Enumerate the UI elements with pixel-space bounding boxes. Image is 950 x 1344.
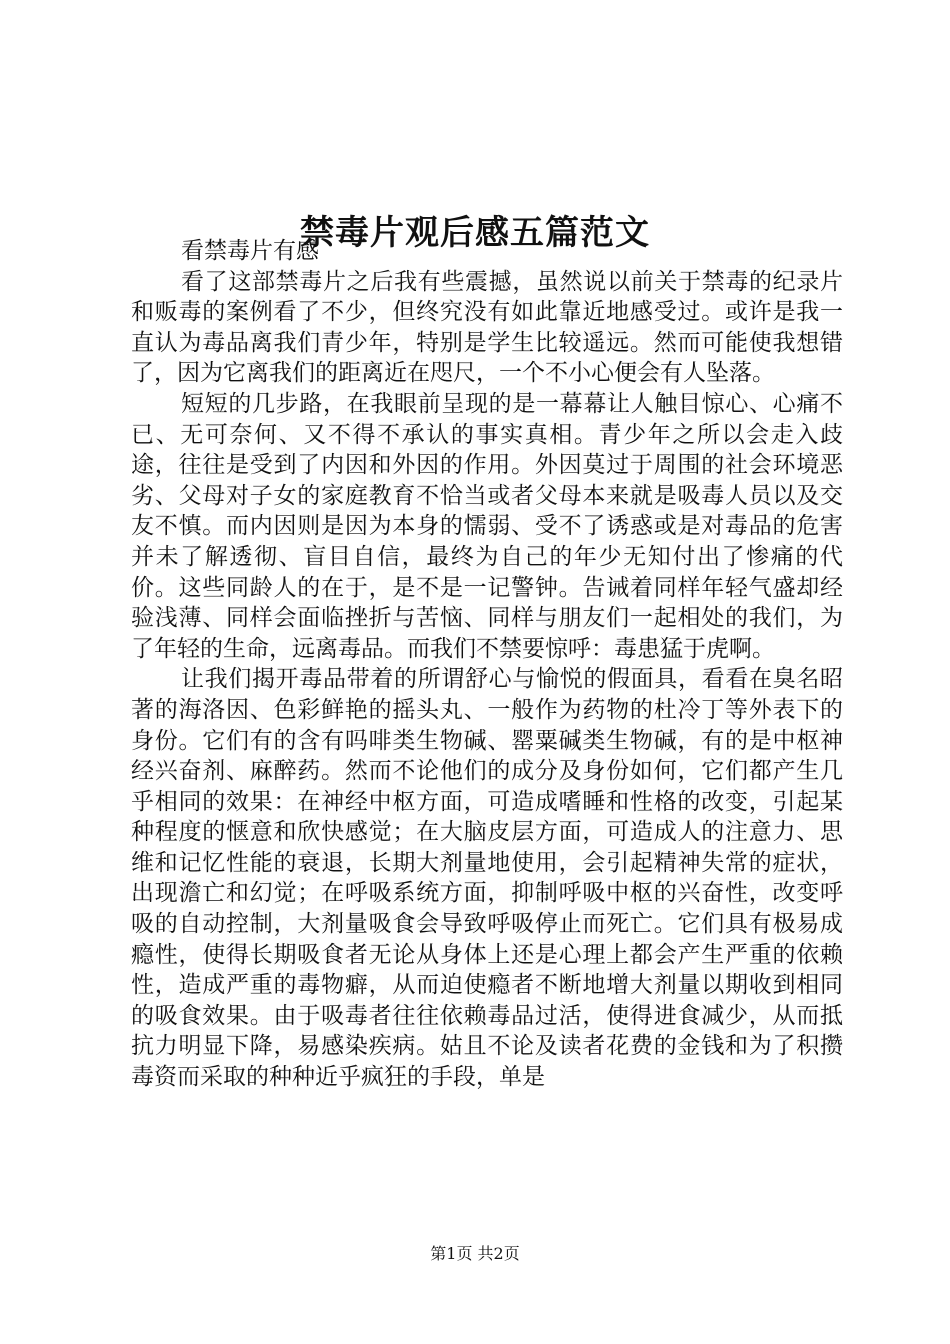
page-footer: 第1页 共2页 xyxy=(430,1244,520,1263)
section-subheading: 看禁毒片有感 xyxy=(181,238,319,264)
paragraph-3: 让我们揭开毒品带着的所谓舒心与愉悦的假面具，看看在臭名昭著的海洛因、色彩鲜艳的摇头丸、一般作为药物的杜冷丁等外表下的身份。它们有的含有吗啡类生物碱、罂粟碱类生物碱，有的是中枢神经兴奋剂、麻醉药。然而不论他们的成分及身份如何，它们都产生几乎相同的效果：在神经中枢方面，可造成嗜睡和性格的改变，引起某种程度的惬意和欣快感觉；在大脑皮层方面，可造成人的注意力、思维和记忆性能的衰退，长期大剂量地使用，会引起精神失常的症状，出现澹亡和幻觉；在呼吸系统方面，抑制呼吸中枢的兴奋性，改变呼吸的自动控制，大剂量吸食会导致呼吸停止而死亡。它们具有极易成瘾性，使得长期吸食者无论从身体上还是心理上都会产生严重的依赖性，造成严重的毒物癖，从而迫使瘾者不断地增大剂量以期收到相同的吸食效果。由于吸毒者往往依赖毒品过活，使得进食减少，从而抵抗力明显下降，易感染疾病。姑且不论及读者花费的金钱和为了积攒毒资而采取的种种近乎疯狂的手段，单是 xyxy=(131,666,843,1091)
document-body xyxy=(131,236,843,1093)
paragraph-1: 看了这部禁毒片之后我有些震撼，虽然说以前关于禁毒的纪录片和贩毒的案例看了不少，但终究没有如此靠近地感受过。或许是我一直认为毒品离我们青少年，特别是学生比较遥远。然而可能使我想错了，因为它离我们的距离近在咫尺，一个不小心便会有人坠落。 xyxy=(131,268,843,387)
paragraph-2: 短短的几步路，在我眼前呈现的是一幕幕让人触目惊心、心痛不已、无可奈何、又不得不承认的事实真相。青少年之所以会走入歧途，往往是受到了内因和外因的作用。外因莫过于周围的社会环境恶劣、父母对子女的家庭教育不恰当或者父母本来就是吸毒人员以及交友不慎。而内因则是因为本身的懦弱、受不了诱惑或是对毒品的危害并未了解透彻、盲目自信，最终为自己的年少无知付出了惨痛的代价。这些同龄人的在于，是不是一记警钟。告诫着同样年轻气盛却经验浅薄、同样会面临挫折与苦恼、同样与朋友们一起相处的我们，为了年轻的生命，远离毒品。而我们不禁要惊呼：毒患猛于虎啊。 xyxy=(131,390,843,662)
document-title: 禁毒片观后感五篇范文 xyxy=(300,212,650,253)
